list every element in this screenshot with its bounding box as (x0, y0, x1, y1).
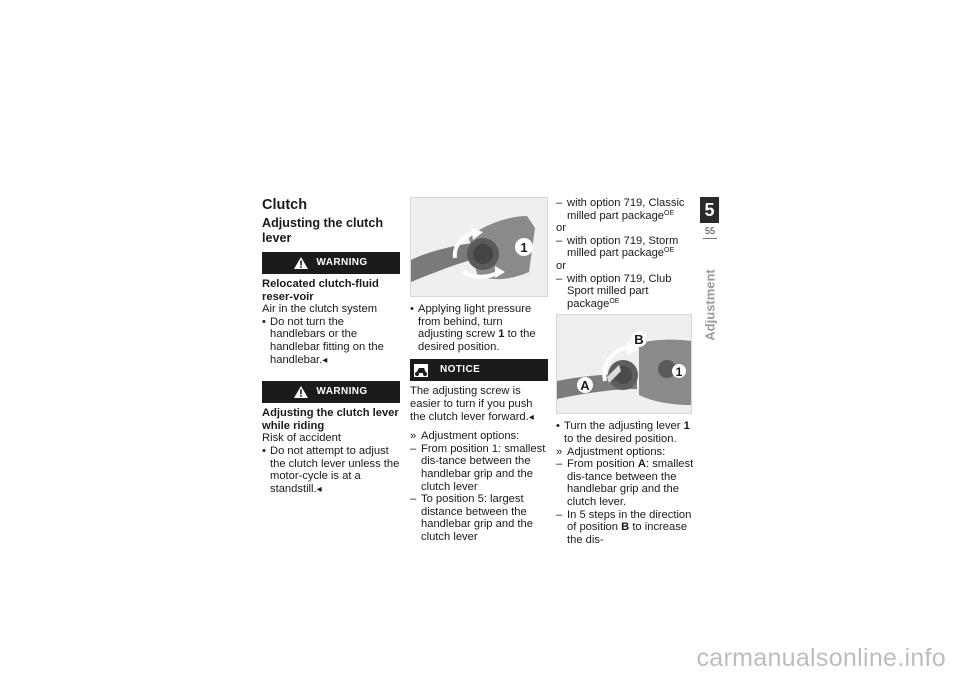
instruction-step (410, 303, 548, 353)
figure-callout-b: B (634, 332, 644, 348)
section-title: Clutch (262, 197, 308, 213)
option-variant (556, 235, 694, 260)
option-text: In 5 steps in the direction of position (567, 508, 692, 534)
warning-subtitle: Air in the clutch system (262, 303, 378, 316)
warning-instruction (262, 316, 400, 367)
position-letter: B (621, 521, 630, 534)
option-variant-text: with option 719, Storm milled part package (567, 234, 679, 260)
option-variant (556, 273, 694, 311)
end-mark: ◂ (528, 411, 534, 423)
warning-instruction-text: Do not attempt to adjust the clutch lever unless the motor-cycle is at a standstill. (270, 444, 400, 495)
instruction-text: Turn the adjusting lever (564, 420, 681, 433)
chapter-number: 5 (700, 197, 719, 223)
notice-body: The adjusting screw is easier to turn if you push the clutch lever forward. (410, 385, 533, 423)
option-variant (556, 197, 694, 222)
clutch-lever-adjusting-screw-figure (410, 197, 548, 297)
notice-text (410, 385, 548, 424)
position-letter: A (637, 458, 646, 471)
end-mark: ◂ (322, 354, 328, 366)
chapter-title-vertical (700, 260, 720, 350)
chapter-title: Adjustment (702, 269, 718, 341)
motorcycle-notice-icon (414, 364, 428, 377)
page-number: 55 (704, 226, 715, 236)
option-item (556, 458, 694, 508)
oe-marker: OE (664, 247, 675, 255)
instruction-text-end: to the desired position. (418, 328, 536, 353)
watermark: carmanualsonline.info (696, 644, 946, 672)
instruction-text: Applying light pressure from behind, turn adjusting screw (418, 303, 532, 341)
notice-label: NOTICE (440, 364, 481, 376)
end-mark: ◂ (316, 483, 322, 495)
reference-number: 1 (498, 328, 505, 341)
warning-subtitle: Risk of accident (262, 432, 341, 445)
option-item: – To position 5: largest distance between the handlebar grip and the clutch lever (410, 493, 548, 543)
option-text: From position (567, 458, 635, 471)
option-variant-text: with option 719, Classic milled part package (567, 197, 685, 222)
option-item: – From position 1: smallest dis-tance between the handlebar grip and the clutch lever (410, 443, 548, 493)
warning-instruction (262, 445, 400, 496)
warning-instruction-text: Do not turn the handlebars or the handlebar fitting on the handlebar. (270, 315, 384, 366)
warning-triangle-icon (294, 386, 308, 398)
oe-marker: OE (609, 297, 620, 305)
notice-banner (410, 359, 548, 381)
column-2 (410, 197, 548, 544)
chapter-tab (700, 197, 720, 239)
warning-title: Adjusting the clutch lever while riding (262, 407, 399, 432)
option-variant-text: with option 719, Club Sport milled part package (567, 272, 672, 310)
or-connector: or (556, 259, 566, 272)
warning-triangle-icon (294, 257, 308, 269)
instruction-step (556, 420, 694, 445)
warning-banner (262, 252, 400, 274)
result-line: » Adjustment options: (410, 430, 548, 443)
adjusting-lever-figure (556, 314, 692, 414)
option-text-end: : smallest dis-tance between the handlebar grip and the clutch lever. (567, 458, 694, 508)
tab-divider (703, 238, 717, 239)
result-line: » Adjustment options: (556, 446, 694, 459)
figure-callout-1: 1 (675, 365, 683, 380)
section-subtitle: Adjusting the clutch lever (262, 216, 384, 245)
instruction-text-end: to the desired position. (564, 432, 677, 445)
figure-callout-a: A (580, 378, 590, 394)
warning-label: WARNING (316, 385, 368, 397)
option-item (556, 509, 694, 547)
oe-marker: OE (664, 209, 675, 217)
warning-banner (262, 381, 400, 403)
column-3 (556, 197, 694, 546)
column-1 (262, 197, 400, 496)
or-connector: or (556, 222, 566, 235)
warning-label: WARNING (316, 256, 368, 268)
warning-title: Relocated clutch-fluid reser-voir (262, 278, 379, 303)
option-text-end: to increase the dis- (567, 521, 688, 546)
figure-callout-1: 1 (520, 240, 528, 255)
reference-number: 1 (683, 420, 690, 433)
